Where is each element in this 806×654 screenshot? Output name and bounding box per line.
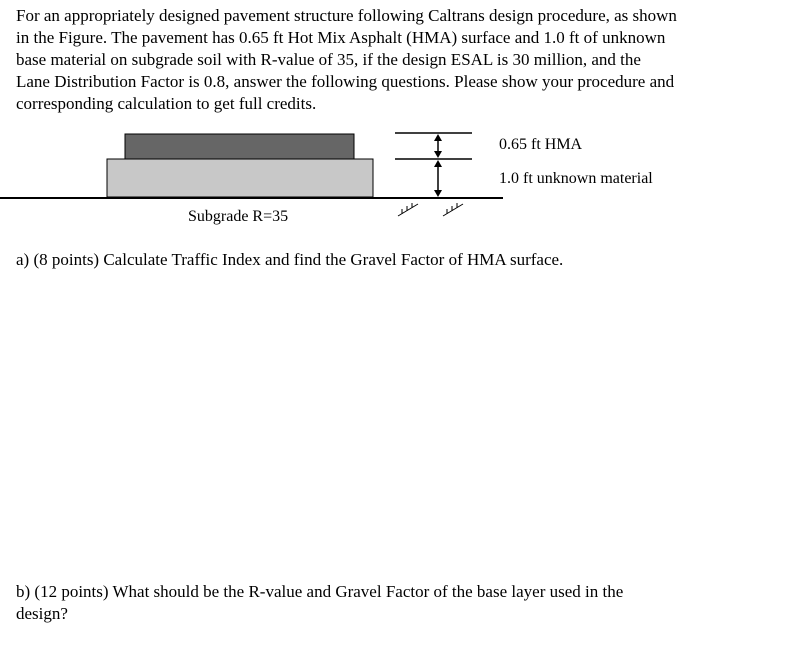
hma-arrow-head-up <box>434 134 442 141</box>
base-layer <box>107 159 373 197</box>
problem-line-4: Lane Distribution Factor is 0.8, answer the following questions. Please show your procedure and <box>16 72 675 91</box>
pavement-cross-section-figure <box>0 124 806 234</box>
question-a: a) (8 points) Calculate Traffic Index and find the Gravel Factor of HMA surface. <box>16 250 564 269</box>
problem-line-2: in the Figure. The pavement has 0.65 ft Hot Mix Asphalt (HMA) surface and 1.0 ft of unknown <box>16 28 666 47</box>
answer-space-a <box>16 280 796 570</box>
hma-thickness-label: 0.65 ft HMA <box>499 136 583 153</box>
problem-line-1: For an appropriately designed pavement structure following Caltrans design procedure, as shown <box>16 6 677 25</box>
soil-hatch-symbol-left <box>398 203 418 216</box>
problem-line-5: corresponding calculation to get full credits. <box>16 94 317 113</box>
question-b <box>16 581 623 625</box>
hma-arrow-head-down <box>434 151 442 158</box>
question-b-line-1: b) (12 points) What should be the R-value and Gravel Factor of the base layer used in the <box>16 582 624 601</box>
pavement-diagram <box>0 124 806 234</box>
subgrade-label: Subgrade R=35 <box>188 208 289 225</box>
base-arrow-head-up <box>434 160 442 167</box>
soil-hatch-symbol-right <box>443 203 463 216</box>
base-arrow-head-down <box>434 190 442 197</box>
question-b-line-2: design? <box>16 604 68 623</box>
base-thickness-label: 1.0 ft unknown material <box>499 170 653 187</box>
problem-line-3: base material on subgrade soil with R-value of 35, if the design ESAL is 30 million, and the <box>16 50 641 69</box>
hma-layer <box>125 134 354 159</box>
problem-statement <box>16 5 796 115</box>
